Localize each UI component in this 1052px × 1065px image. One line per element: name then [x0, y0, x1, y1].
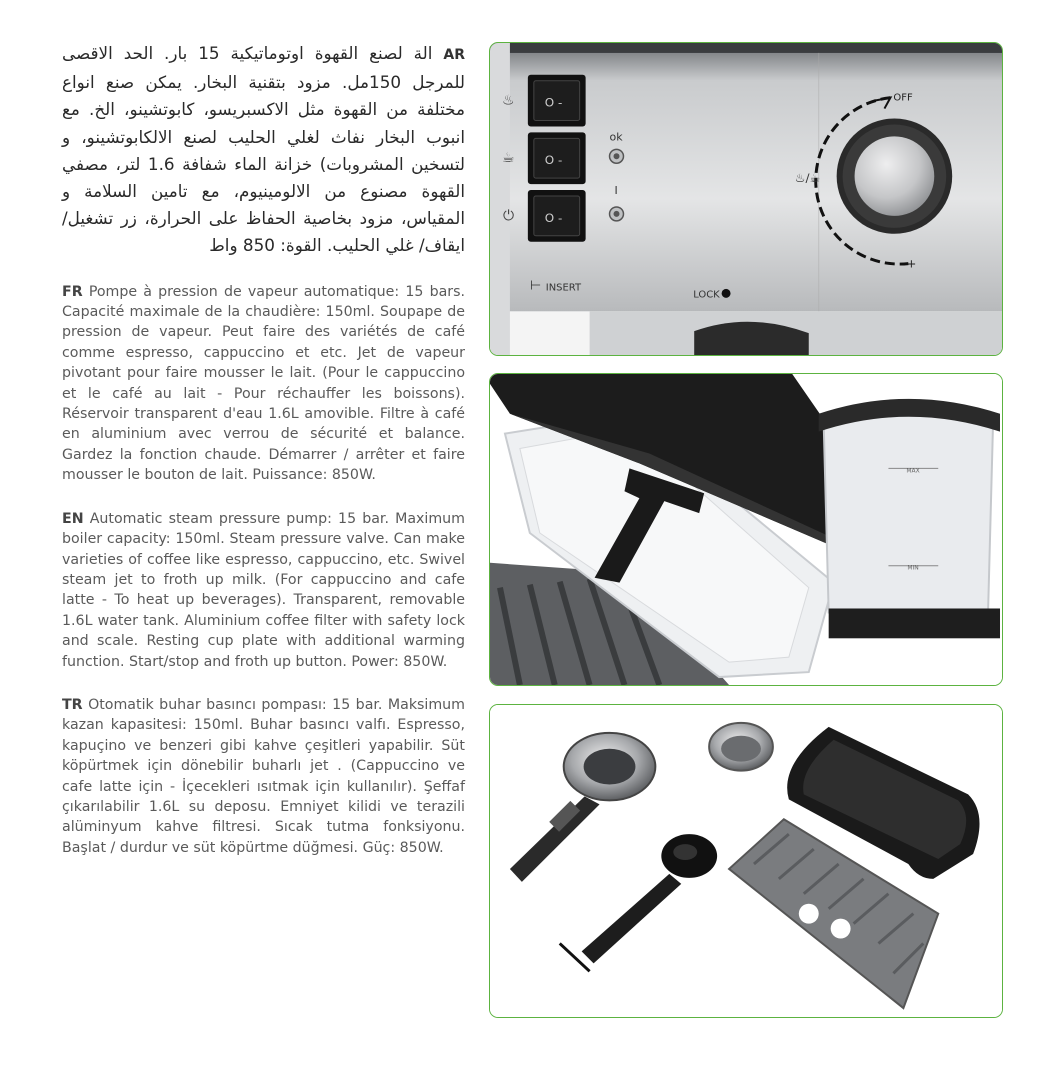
switch-2 — [528, 132, 586, 184]
ok-label: ok — [609, 130, 623, 144]
paragraph-en — [62, 509, 465, 672]
tank-max-mark: MAX — [906, 467, 920, 475]
plus-label: + — [906, 256, 917, 271]
lang-code-en: EN — [62, 510, 84, 527]
text-ar: الة لصنع القهوة اوتوماتيكية 15 بار. الحد الاقصى للمرجل 150مل. مزود بتقنية البخار. يمكن صنع انواع مختلفة من القهوة مثل الاكسبريسو، كابوتشينو، الخ. مع انبوب البخار نفاث لغلي الحليب لصنع الالكابوتشينو، و لتسخين المشروبات) خزانة الماء شفافة 1.6 لتر، مصفي القهوة مصنوع من الالومينيوم، مع تامين السلامة و المقياس، مزود بخاصية الحفاظ على الحرارة، زر تشغيل/ ايقاف/ غلي الحليب. القوة: 850 واط — [62, 43, 466, 256]
lock-label: LOCK — [693, 289, 720, 301]
switch-3 — [528, 190, 586, 242]
insert-marker-icon: ⊢ — [529, 278, 542, 294]
paragraph-fr — [62, 282, 465, 486]
lang-code-ar: AR — [443, 47, 466, 63]
tank-closed — [824, 409, 993, 613]
description-column — [62, 40, 465, 881]
i-label: I — [614, 184, 618, 198]
insert-label: INSERT — [545, 282, 582, 294]
lang-code-fr: FR — [62, 283, 83, 300]
switch-1 — [528, 75, 586, 127]
paragraph-tr — [62, 695, 465, 858]
accessories-photo — [489, 704, 1003, 1018]
water-tank-illustration — [490, 374, 1002, 685]
steam-icon: ☕ — [501, 150, 515, 167]
lang-code-tr: TR — [62, 696, 83, 713]
power-icon: ⏻ — [502, 207, 514, 224]
text-fr: Pompe à pression de vapeur automatique: 15 bars. Capacité maximale de la chaudière: 150ml. Soupape de pression de vapeur. Peut faire des variétés de café comme espresso, cappuccino et etc. Jet de vapeur pivotant pour faire mousser le lait. (Pour le cappuccino et le café au lait - Pour réchauffer les boissons). Réservoir transparent d'eau 1.6L amovible. Filtre à café en aluminium avec verrou de sécurité et balance. Gardez la fonction chaude. Démarrer / arrêter et faire mousser le bouton de lait. Puissance: 850W. — [62, 283, 465, 484]
text-tr: Otomatik buhar basıncı pompası: 15 bar. Maksimum kazan kapasitesi: 150ml. Buhar basıncı valfı. Espresso, kapuçino ve benzeri gibi kahve çeşitleri yapabilir. Süt köpürtmek için dönebilir buharlı jet . (Cappuccino ve cafe latte için - İçecekleri ısıtmak için kullanılır). Şeffaf çıkarılabilir 1.6L su deposu. Emniyet kilidi ve terazili alüminyum kahve filtresi. Sıcak tutma fonksiyonu. Başlat / durdur ve süt köpürtme düğmesi. Güç: 850W. — [62, 696, 465, 856]
tank-min-mark: MIN — [907, 564, 919, 572]
filter-basket — [709, 723, 773, 771]
accessories-illustration — [490, 705, 1002, 1017]
switch-1-label: O - — [544, 95, 563, 110]
water-tank-photo — [489, 373, 1003, 686]
lock-dot-icon — [722, 289, 731, 298]
paragraph-ar — [62, 40, 465, 260]
switch-2-label: O - — [544, 153, 563, 168]
steam-cup-icon: ♨/☕ — [794, 171, 821, 186]
off-label: OFF — [893, 92, 913, 104]
control-panel-photo — [489, 42, 1003, 356]
cup-icon: ♨ — [501, 92, 515, 109]
control-panel-illustration — [490, 43, 1002, 355]
switch-3-label: O - — [544, 210, 563, 225]
text-en: Automatic steam pressure pump: 15 bar. Maximum boiler capacity: 150ml. Steam pressure valve. Can make varieties of coffee like espresso, cappuccino, etc. Swivel steam jet to froth up milk. (For cappuccino and cafe latte - To heat up beverages). Transparent, removable 1.6L water tank. Aluminium coffee filter with safety lock and scale. Resting cup plate with additional warming function. Start/stop and froth up button. Power: 850W. — [62, 510, 465, 670]
